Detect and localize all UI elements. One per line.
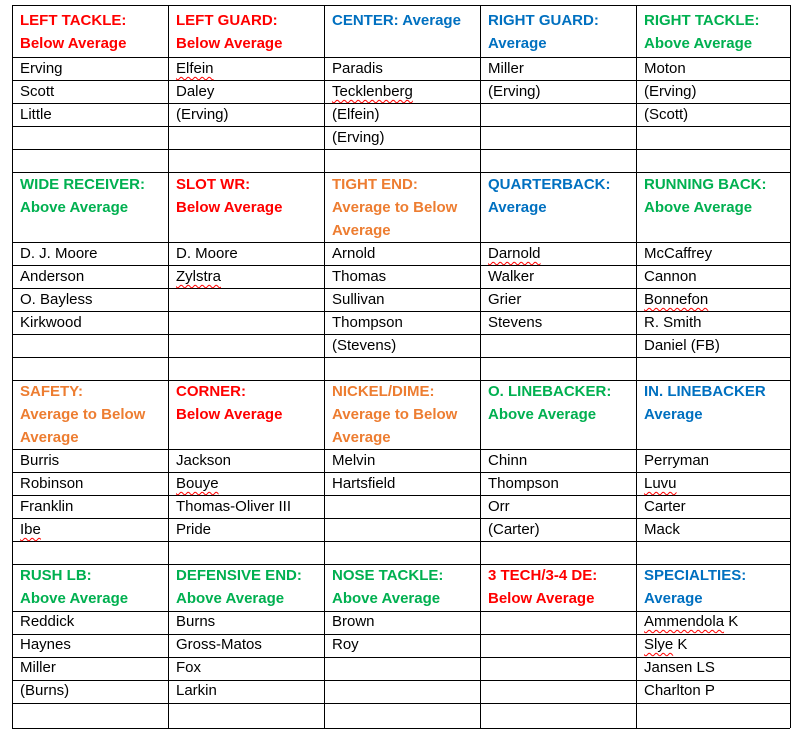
- position-rating: Below Average: [176, 35, 283, 52]
- player-name: McCaffrey: [644, 245, 713, 262]
- position-rating: Above Average: [176, 590, 285, 607]
- player-name: Stevens: [488, 314, 543, 331]
- player-name: Miller: [20, 659, 56, 676]
- table-row-border: [12, 703, 790, 704]
- position-label: RUSH LB:: [20, 567, 92, 584]
- player-name: Bouye: [176, 475, 219, 492]
- player-name: Franklin: [20, 498, 74, 515]
- player-name: (Carter): [488, 521, 540, 538]
- position-rating: Average: [488, 199, 547, 216]
- position-header: [176, 173, 322, 219]
- position-rating: Below Average: [488, 590, 595, 607]
- player-name: Pride: [176, 521, 212, 538]
- player-name: (Erving): [176, 106, 229, 123]
- player-name: Larkin: [176, 682, 217, 699]
- position-rating: Average: [644, 590, 703, 607]
- position-label: TIGHT END:: [332, 176, 418, 193]
- position-rating: Above Average: [488, 406, 597, 423]
- position-label: CENTER:: [332, 12, 399, 29]
- table-row-border: [12, 728, 790, 729]
- position-rating: Above Average: [644, 199, 753, 216]
- player-name: Miller: [488, 60, 524, 77]
- position-rating: Above Average: [20, 199, 129, 216]
- table-row-border: [12, 357, 790, 358]
- player-name: Jackson: [176, 452, 232, 469]
- player-name: Erving: [20, 60, 63, 77]
- player-name: Paradis: [332, 60, 383, 77]
- position-rating: Average: [488, 35, 547, 52]
- position-label: NICKEL/DIME:: [332, 383, 435, 400]
- player-name: Hartsfield: [332, 475, 396, 492]
- player-name: (Stevens): [332, 337, 397, 354]
- position-header: [488, 380, 634, 426]
- player-name: R. Smith: [644, 314, 702, 331]
- position-rating: Below Average: [176, 406, 283, 423]
- position-label: LEFT GUARD:: [176, 12, 278, 29]
- table-row-border: [12, 149, 790, 150]
- player-name: Robinson: [20, 475, 84, 492]
- position-header: [488, 564, 634, 610]
- position-rating: Below Average: [176, 199, 283, 216]
- player-name: Tecklenberg: [332, 83, 413, 100]
- table-row-border: [12, 126, 790, 127]
- position-label: 3 TECH/3-4 DE:: [488, 567, 598, 584]
- player-name: (Burns): [20, 682, 70, 699]
- position-label: CORNER:: [176, 383, 246, 400]
- table-column-border: [636, 5, 637, 728]
- player-name: Orr: [488, 498, 510, 515]
- table-column-border: [12, 5, 13, 728]
- position-header: [20, 380, 166, 449]
- table-column-border: [480, 5, 481, 728]
- table-column-border: [168, 5, 169, 728]
- player-name: Daniel (FB): [644, 337, 720, 354]
- position-rating: Above Average: [20, 590, 129, 607]
- player-name: Grier: [488, 291, 522, 308]
- player-name: Bonnefon: [644, 291, 709, 308]
- player-name: Fox: [176, 659, 202, 676]
- player-name: Burris: [20, 452, 60, 469]
- position-rating: Average: [402, 12, 461, 29]
- player-name: Kirkwood: [20, 314, 82, 331]
- player-name: Sullivan: [332, 291, 385, 308]
- player-name: Charlton P: [644, 682, 715, 699]
- player-name: Luvu: [644, 475, 677, 492]
- position-header: [332, 173, 478, 242]
- player-name: (Erving): [488, 83, 541, 100]
- player-name: Ammendola K: [644, 613, 739, 630]
- position-label: O. LINEBACKER:: [488, 383, 612, 400]
- position-rating: Average to Below Average: [332, 406, 458, 446]
- position-header: [488, 173, 634, 219]
- table-row-border: [12, 5, 790, 6]
- position-label: SPECIALTIES:: [644, 567, 747, 584]
- position-header: [176, 9, 322, 55]
- player-name: Carter: [644, 498, 686, 515]
- position-header: [20, 173, 166, 219]
- position-rating: Average to Below Average: [20, 406, 146, 446]
- position-label: QUARTERBACK:: [488, 176, 611, 193]
- position-label: SAFETY:: [20, 383, 84, 400]
- player-name: Ibe: [20, 521, 41, 538]
- player-name: Thomas-Oliver III: [176, 498, 292, 515]
- player-name: Scott: [20, 83, 55, 100]
- position-header: [488, 9, 634, 55]
- player-name: Perryman: [644, 452, 710, 469]
- player-name: Chinn: [488, 452, 528, 469]
- player-name: (Erving): [332, 129, 385, 146]
- player-name: Thompson: [488, 475, 559, 492]
- player-name: Gross-Matos: [176, 636, 262, 653]
- position-rating: Average to Below Average: [332, 199, 458, 239]
- player-name: Thomas: [332, 268, 387, 285]
- position-header: [644, 173, 790, 219]
- player-name: (Elfein): [332, 106, 380, 123]
- position-label: DEFENSIVE END:: [176, 567, 302, 584]
- position-label: SLOT WR:: [176, 176, 251, 193]
- player-name: Cannon: [644, 268, 697, 285]
- player-name: (Erving): [644, 83, 697, 100]
- table-column-border: [324, 5, 325, 728]
- position-header: [644, 564, 790, 610]
- position-header: [176, 564, 322, 610]
- position-header: [644, 380, 790, 426]
- position-header: [332, 564, 478, 610]
- player-name: Daley: [176, 83, 215, 100]
- player-name: D. Moore: [176, 245, 238, 262]
- table-column-border: [790, 5, 791, 728]
- player-name: Mack: [644, 521, 680, 538]
- position-header: [176, 380, 322, 426]
- player-name: Arnold: [332, 245, 376, 262]
- player-name: Melvin: [332, 452, 376, 469]
- position-label: IN. LINEBACKER: [644, 383, 766, 400]
- position-header: [20, 9, 166, 55]
- position-header: [20, 564, 166, 610]
- position-header: [644, 9, 790, 55]
- player-name: Little: [20, 106, 52, 123]
- player-name: D. J. Moore: [20, 245, 98, 262]
- position-label: WIDE RECEIVER:: [20, 176, 146, 193]
- position-header: [332, 380, 478, 449]
- player-name: Darnold: [488, 245, 541, 262]
- table-row-border: [12, 541, 790, 542]
- player-name: Elfein: [176, 60, 214, 77]
- position-rating: Above Average: [332, 590, 441, 607]
- position-rating: Above Average: [644, 35, 753, 52]
- player-name: Moton: [644, 60, 686, 77]
- player-name: Haynes: [20, 636, 71, 653]
- player-name: Anderson: [20, 268, 85, 285]
- player-name: Walker: [488, 268, 535, 285]
- player-name: Roy: [332, 636, 359, 653]
- player-name: Brown: [332, 613, 375, 630]
- player-name: Jansen LS: [644, 659, 715, 676]
- player-name: Zylstra: [176, 268, 221, 285]
- position-label: LEFT TACKLE:: [20, 12, 127, 29]
- position-label: RUNNING BACK:: [644, 176, 767, 193]
- position-rating: Below Average: [20, 35, 127, 52]
- player-name: O. Bayless: [20, 291, 93, 308]
- position-header: [332, 9, 478, 32]
- position-label: RIGHT GUARD:: [488, 12, 599, 29]
- position-label: RIGHT TACKLE:: [644, 12, 760, 29]
- player-name: Slye K: [644, 636, 688, 653]
- position-rating: Average: [644, 406, 703, 423]
- player-name: (Scott): [644, 106, 689, 123]
- position-label: NOSE TACKLE:: [332, 567, 444, 584]
- player-name: Reddick: [20, 613, 75, 630]
- player-name: Thompson: [332, 314, 403, 331]
- player-name: Burns: [176, 613, 216, 630]
